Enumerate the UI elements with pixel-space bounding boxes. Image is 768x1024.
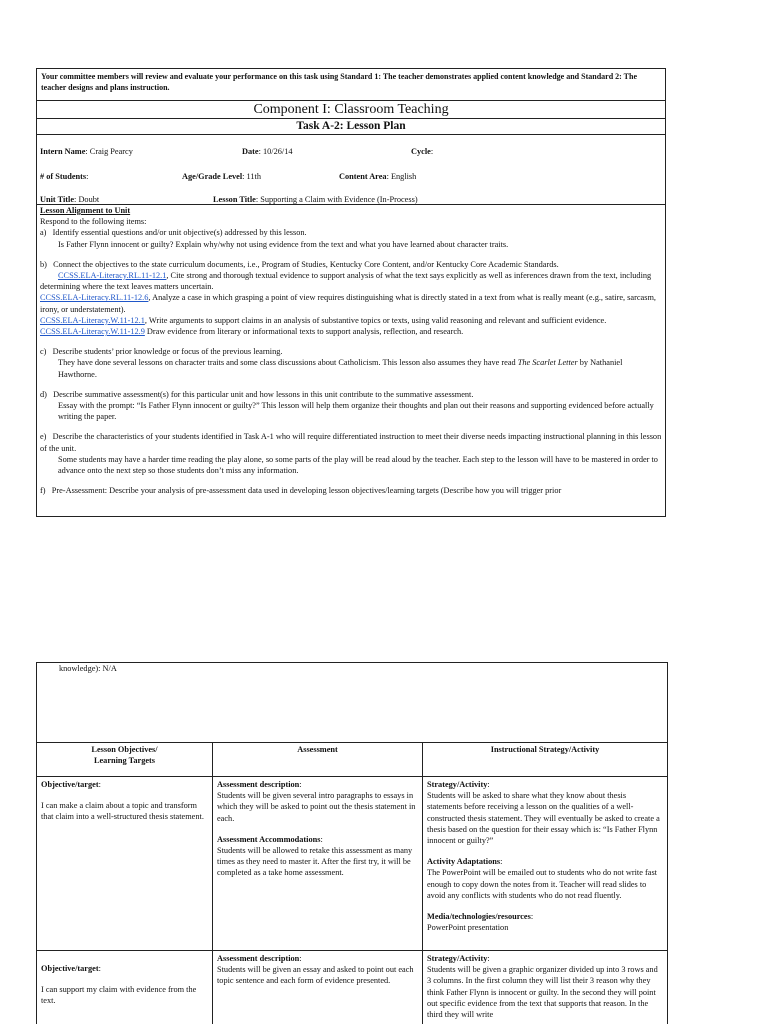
lesson-title-field: Lesson Title: Supporting a Claim with Evidence (In-Process) [213, 195, 418, 204]
standard-w-11-12-9: CCSS.ELA-Literacy.W.11-12.9 Draw evidence from literary or informational texts to support analysis, reflection, and research. [40, 327, 464, 337]
item-c-answer: They have done several lessons on character traits and some class discussions about Catholicism. This lesson also assumes they have read The Scarlet Letter by Nathaniel Hawthorne. [58, 358, 623, 379]
students-field: # of Students: [40, 172, 89, 181]
row1-assessment: Assessment description: Students will be given several intro paragraphs to essays in which they will be asked to point out the thesis statement in each. Assessment Accommodations: Students will be allowed to retake this assessment as many times as they need to master it. After the first try, it will be completed as a take home assessment. [213, 777, 423, 951]
date-field: Date: 10/26/14 [242, 147, 293, 156]
item-f-question: f) Pre-Assessment: Describe your analysis of pre-assessment data used in developing lesson objectives/learning targets (Describe how you will trigger prior [40, 486, 562, 496]
item-b-question: b) Connect the objectives to the state curriculum documents, i.e., Program of Studies, Kentucky Core Content, and/or Kentucky Core Academic Standards. [40, 259, 559, 269]
item-a-question: a) Identify essential questions and/or unit objective(s) addressed by this lesson. [40, 228, 307, 238]
row2-assessment: Assessment description: Students will be given an essay and asked to point out each topic sentence and each form of evidence presented. [213, 951, 423, 1024]
grade-field: Age/Grade Level: 11th [182, 172, 261, 181]
content-area-field: Content Area: English [339, 172, 417, 181]
lesson-plan-table-continued [36, 662, 668, 1024]
standard-link[interactable]: CCSS.ELA-Literacy.RL.11-12.1 [58, 271, 167, 281]
item-a-answer: Is Father Flynn innocent or guilty? Explain why/why not using evidence from the text and what you have learned about character traits. [58, 239, 509, 249]
row2-strategy: Strategy/Activity: Students will be given a graphic organizer divided up into 3 rows and 3 columns. In the first column they will list their 3 reason why they think Father Flynn is innocent or guilty. In the second they will point out specific evidence from the text that supports that reason. In the third they will write [427, 954, 658, 1020]
component-title: Component I: Classroom Teaching [37, 101, 665, 119]
lesson-alignment [37, 204, 665, 496]
alignment-heading: Lesson Alignment to Unit [40, 206, 131, 215]
respond-instruction: Respond to the following items: [40, 217, 147, 227]
header-objectives: Lesson Objectives/ Learning Targets [37, 743, 213, 777]
cycle-field: Cycle: [411, 147, 434, 156]
item-e-answer: Some students may have a harder time reading the play alone, so some parts of the play will be read aloud by the teacher. Each step to the lesson will have to be mastered in order to advance onto the next step so those students don’t miss any information. [58, 454, 658, 476]
prior-knowledge-box [37, 663, 667, 743]
standard-link[interactable]: CCSS.ELA-Literacy.RL.11-12.6 [40, 293, 149, 303]
standard-rl-11-12-1: CCSS.ELA-Literacy.RL.11-12.1, Cite strong and thorough textual evidence to support analysis of what the text says explicitly as well as inferences drawn from the text, including determining where the text leaves matters uncertain. [40, 271, 652, 292]
standard-w-11-12-1: CCSS.ELA-Literacy.W.11-12.1, Write arguments to support claims in an analysis of substantive topics or texts, using valid reasoning and relevant and sufficient evidence. [40, 315, 607, 325]
evaluation-intro: Your committee members will review and evaluate your performance on this task using Standard 1: The teacher demonstrates applied content knowledge and Standard 2: The teacher designs and plans instruction. [37, 69, 665, 101]
intern-field: Intern Name: Craig Pearcy [40, 147, 133, 156]
item-c-question: c) Describe students’ prior knowledge or focus of the previous learning. [40, 347, 283, 357]
task-title: Task A-2: Lesson Plan [37, 119, 665, 135]
objectives-grid [37, 743, 667, 1024]
prior-knowledge-text: knowledge): N/A [59, 664, 117, 673]
standard-link[interactable]: CCSS.ELA-Literacy.W.11-12.1 [40, 315, 145, 325]
unit-title-field: Unit Title: Doubt [40, 195, 100, 204]
header-assessment: Assessment [213, 743, 423, 777]
lesson-plan-table [36, 68, 666, 517]
row1-strategy: Strategy/Activity: Students will be asked to share what they know about thesis statements before receiving a lesson on the qualities of a well-constructed thesis statement. They will eventually be asked to create a thesis based on the question for their essay which is: “Is Father Flynn innocent or guilty?” Activity Adaptations: The PowerPoint will be emailed out to students who do not write fast enough to copy down the notes from it. Teacher will read slides to avoid any conflicts with students who do not read fluently. Media/technologies/resources: PowerPoint presentation [423, 777, 667, 951]
row1-objective: Objective/target: I can make a claim about a topic and transform that claim into a well-structured thesis statement. [37, 777, 213, 951]
header-strategy: Instructional Strategy/Activity [423, 743, 667, 777]
item-d-answer: Essay with the prompt: “Is Father Flynn innocent or guilty?” This lesson will help them organize their thoughts and plan out their reasons and supporting evidenced before actually writing the paper. [58, 401, 654, 422]
standard-rl-11-12-6: CCSS.ELA-Literacy.RL.11-12.6, Analyze a case in which grasping a point of view requires distinguishing what is directly stated in a text from what is really meant (e.g., satire, sarcasm, irony, or understatement). [40, 293, 656, 314]
item-d-question: d) Describe summative assessment(s) for this particular unit and how lessons in this unit contribute to the summative assessment. [40, 389, 474, 399]
standard-link[interactable]: CCSS.ELA-Literacy.W.11-12.9 [40, 327, 145, 337]
row2-objective: Objective/target: I can support my claim with evidence from the text. [37, 951, 213, 1024]
item-e-question: e) Describe the characteristics of your students identified in Task A-1 who will require differentiated instruction to meet their diverse needs impacting instructional planning in this lesson of the unit. [40, 432, 662, 453]
